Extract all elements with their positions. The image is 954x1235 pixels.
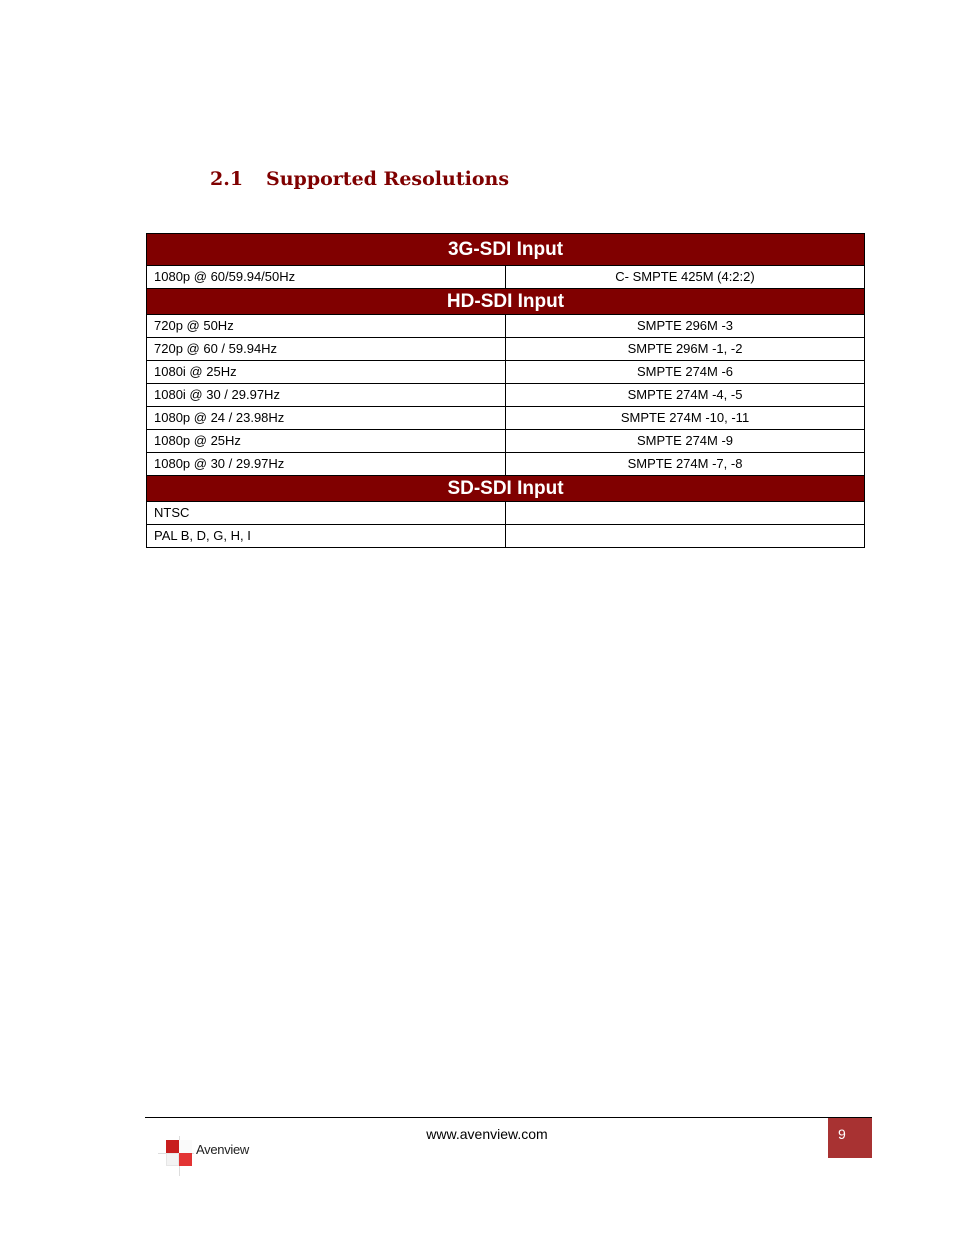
table-row bbox=[147, 453, 865, 476]
logo-square-icon bbox=[166, 1153, 179, 1166]
group-header-row bbox=[147, 289, 865, 315]
logo-text: Avenview bbox=[196, 1142, 250, 1157]
standard-cell: SMPTE 296M -3 bbox=[506, 315, 865, 338]
table-row bbox=[147, 315, 865, 338]
resolution-cell: 1080p @ 25Hz bbox=[147, 430, 506, 453]
group-header-row bbox=[147, 476, 865, 502]
logo-square-icon bbox=[179, 1140, 192, 1153]
standard-cell bbox=[506, 525, 865, 548]
resolution-cell: 720p @ 60 / 59.94Hz bbox=[147, 338, 506, 361]
footer-divider bbox=[145, 1117, 872, 1118]
group-header: 3G-SDI Input bbox=[147, 234, 865, 266]
resolution-cell: 1080p @ 30 / 29.97Hz bbox=[147, 453, 506, 476]
resolution-cell: 1080i @ 30 / 29.97Hz bbox=[147, 384, 506, 407]
standard-cell: SMPTE 274M -4, -5 bbox=[506, 384, 865, 407]
resolution-cell: 720p @ 50Hz bbox=[147, 315, 506, 338]
table-row bbox=[147, 502, 865, 525]
logo-square-icon bbox=[179, 1153, 192, 1166]
section-number: 2.1 bbox=[210, 168, 244, 190]
table-row bbox=[147, 266, 865, 289]
table-row bbox=[147, 338, 865, 361]
section-heading bbox=[210, 168, 509, 190]
table-row bbox=[147, 525, 865, 548]
table-row bbox=[147, 407, 865, 430]
standard-cell: SMPTE 274M -7, -8 bbox=[506, 453, 865, 476]
standard-cell: SMPTE 274M -10, -11 bbox=[506, 407, 865, 430]
standard-cell: C- SMPTE 425M (4:2:2) bbox=[506, 266, 865, 289]
group-header: SD-SDI Input bbox=[147, 476, 865, 502]
footer-url: www.avenview.com bbox=[426, 1126, 548, 1142]
table-row bbox=[147, 361, 865, 384]
logo-square-icon bbox=[166, 1140, 179, 1153]
table-row bbox=[147, 430, 865, 453]
table-row bbox=[147, 384, 865, 407]
standard-cell: SMPTE 296M -1, -2 bbox=[506, 338, 865, 361]
avenview-logo bbox=[158, 1136, 258, 1180]
resolutions-table bbox=[146, 233, 865, 548]
resolution-cell: 1080p @ 24 / 23.98Hz bbox=[147, 407, 506, 430]
standard-cell: SMPTE 274M -9 bbox=[506, 430, 865, 453]
group-header-row bbox=[147, 234, 865, 266]
section-title: Supported Resolutions bbox=[266, 168, 510, 190]
resolution-cell: NTSC bbox=[147, 502, 506, 525]
page-number: 9 bbox=[828, 1118, 872, 1158]
resolution-cell: 1080p @ 60/59.94/50Hz bbox=[147, 266, 506, 289]
resolution-cell: 1080i @ 25Hz bbox=[147, 361, 506, 384]
resolution-cell: PAL B, D, G, H, I bbox=[147, 525, 506, 548]
group-header: HD-SDI Input bbox=[147, 289, 865, 315]
standard-cell bbox=[506, 502, 865, 525]
standard-cell: SMPTE 274M -6 bbox=[506, 361, 865, 384]
